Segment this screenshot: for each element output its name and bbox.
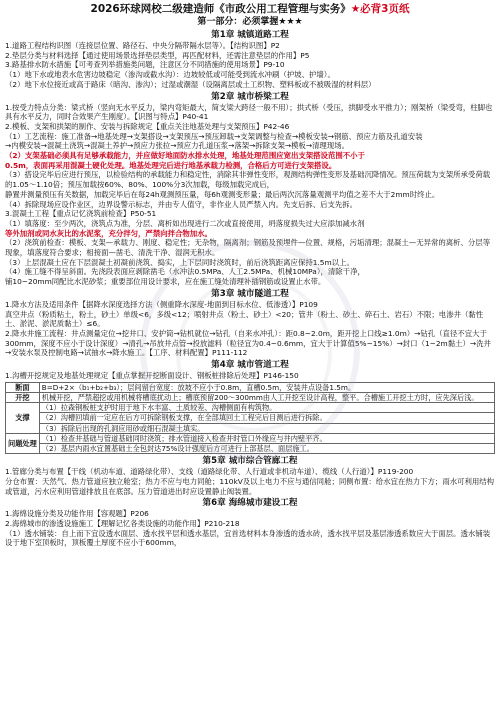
table-row [6,423,495,433]
ch1-line: （1）地下水或地表水危害边坡稳定（渗沟或截水沟）：边坡较低或可能受到流水冲刷（护坡、护墙）。 [5,70,335,80]
ch1-line: 1.道路工程结构识图（连接层位置、路径石、中央分隔带隔水层等）。【结构识图】P2 [5,41,280,50]
ch2-line: （3）上层混凝土应在下层混凝土初凝前浇筑、捣实，上下层同时浇筑时，前后浇筑距离应保持1.5m以上。 [5,257,354,267]
ch5-line: 分仓布置：天然气、热力管道应独立舱室；热力不应与电力同舱；110kV及以上电力不应与通信同舱；同侧布置：给水宜在热力下方；雨水可利用结构或管道，污水应利用管道排放且在底部。压力管道进出时应设置静止阀装置。 [5,476,495,496]
row-header: 支撑 [6,403,40,434]
ch4-intro: 1.沟槽开挖规定及地基处理规定【重点掌握开挖断面设计、钢板桩排除后处理】P146-150 [5,371,299,381]
ch2-line: （3）搭设完毕后应进行预压，以检验结构的承载能力和稳定性，消除其非弹性变形，观测结构弹性变形及基础沉降情况。预压荷载为支架所承受荷载的1.05～1.10倍；预压加载按60%、80%、100%分3次加载，每级加载完成后， [5,170,491,190]
ch2-line: 1.按受力特点分类：梁式桥（竖向无水平反力，梁内弯矩最大，简支梁大跨径一般不用）；拱式桥（受压，拱脚受水平推力）；刚架桥（梁受弯，柱脚也具有水平反力，同时合效果产生刚度）。【识图与特点】P40-41 [5,102,493,122]
ch2-line: （2）浇筑前检查：模板、支架—承载力、刚度、稳定性；无杂物，隔离剂；钢筋及预埋件—位置、规格，污垢清理；混凝土—无异常的离析、分层等现象，填落度符合要求；相接面—凿毛、清洗干净、湿润无积水。 [5,238,491,258]
ch2-line: 等外加剂或同水灰比的水泥浆，充分拌匀，严禁向拌合物加水。 [5,228,212,238]
title-main: 2026环球网校二级建造师《市政公用工程管理与实务》 [90,3,351,15]
row-text: （2）沟槽回填前一定应在后方可拆除钢板支撑，在全部填回土工程完后目测后进行拆除。 [39,413,494,423]
table-row [6,413,495,423]
page-title [5,3,495,16]
ch2-line: 2.模板、支架和拱架的制作、安装与拆除规定【重点关注地基处理与支架预压】P42-46 [5,121,290,131]
ch2-line: 铺10~20mm同配比水泥砂浆；重要部位用设计要求，应在施工缝处清理补插钢筋或设置止水带。 [5,277,326,287]
ch2-line: （1）工艺流程：施工准备→地基处理→支架搭设→支架预压→预压卸载→支架调整与检查→模板安装→钢筋、预应力筋及孔道安装 [5,131,423,141]
ch2-line: 静置并测量预压有关数据，加载完毕后在每24h观测预压量，每6h观测变形量；最后两次沉落量观测平均值之差不大于2mm时终止。 [5,189,440,199]
ch3-line: 1.降水方法及适用条件【据降水深度选择方法（侧重降水深度-地面到目标水位、低渗透）】P109 [5,299,318,309]
table-row [6,403,495,413]
row-text: B=D+2×（b₁+b₂+b₃）；层间留台宽度：放坡不应小于0.8m，直槽0.5m，安装井点设备1.5m。 [39,382,494,392]
row-header: 问题处理 [6,433,40,453]
ch2-line: （4）拆除现场应设作业区，边界设警示标志，并由专人值守，非作业人员严禁入内。先支后拆、后支先拆。 [5,199,358,209]
chapter-3-title: 第3章 城市隧道工程 [211,288,289,299]
chapter-1-title: 第1章 城镇道路工程 [211,30,289,40]
table-row [6,433,495,443]
ch2-line: （1）填落度：至少两次，浇筑点为准，分层、离析如出现进行二次或直接使用，坍落度损失过大应添加减水剂 [5,218,365,228]
ch2-line: （4）施工缝不得呈斜面。先浇段表面应剥除凿毛（水冲法0.5MPa、人工2.5MPa、机械10MPa），清除干净， [5,267,365,277]
ch1-line: （2）地下水位接近或高于路床（暗沟、渗沟）；过湿或潮湿（设隔离层或土工织物、塑料板或不被吸湿的材料层） [5,79,376,89]
part-heading: 第一部分：必须掌握★★★ [197,17,303,27]
chapter-5-title: 第5章 城市综合管廊工程 [202,456,298,467]
ch5-line: 1.管廊分类与布置【干线（机动车道、道路绿化带）、支线（道路绿化带、人行道或非机动车道）、缆线（人行道）】P119-200 [5,467,414,477]
ch1-line: 2.垫层分类与材料选择【通过使用场景选择垫层类型，再匹配材料，还需注意垫层的作用】P5 [5,50,310,60]
chapter-4-title: 第4章 城市管道工程 [211,360,289,371]
table-row [6,382,495,392]
ch6-line: 1.海绵设施分类及功能作用【容观题】P206 [5,509,149,519]
ch2-line: →内模安装→混凝土浇筑→混凝土养护→预应力张拉→预应力孔道压浆→落架→拆除支架→模板→清理现场。 [5,141,349,151]
row-header: 开挖 [6,393,40,403]
ch2-line: 3.混凝土工程【重点记忆浇筑前检查】P50-51 [5,209,157,219]
table-row [6,393,495,403]
ch6-line: （1）透水铺装：自上而下宜设透水面层、透水找平层和透水基层，宜首选材料本身渗透的透水砖，透水找平层及基层渗透系数应大于面层。透水铺装设于地下室顶板时，顶板覆土厚度不应小于600mm， [5,528,491,548]
row-text: （2）基层内雨水宜置基础土全包封达75%设计强度后方可进行上部基层、面层施工。 [39,444,494,454]
row-text: 机械开挖，严禁超挖或用机械将槽底扰动上；槽底预留200～300mm由人工开挖至设计高程，整平。合槽施工开挖土方时，应先深后浅。 [39,393,494,403]
table-row [6,444,495,454]
ch2-line: 0.5m，表面再采用混凝土硬化处理。地基处理完后进行地基承载力检测，合格后方可进行支架搭设。 [5,160,337,170]
row-text: （3）拆除后出现的孔洞应用砂或细石混凝土填实。 [39,423,494,433]
trench-table [5,382,495,454]
ch3-line: 2.降水井施工流程：井点测量定位→挖井口、安护筒→钻机就位→钻孔（自来水冲孔）：距0.8~2.0m，距开挖上口线≥1.0m）→钻孔（直径不宜大于300mm，深度不应小于设计深度）→清孔→吊放井点管→投放滤料（粒径宜为0.4~0.6mm，宜大于计算值5%~15%）→封口（1~2m黏土）→洗井→安装水泵及控制电路→试抽水→降水施工。【工序、材料配置】P111-112 [5,328,491,358]
ch1-line: 3.路基排水防水措施【可考查列举措施类问题，注意区分不同措施的使用场景】P9-10 [5,60,285,70]
chapter-6-title: 第6章 海绵城市建设工程 [202,498,298,509]
ch3-line: 真空井点（粉质粘土，粉土，砂土）单级<6，多级<12；喷射井点（粉土、砂土）<20；管井（粉土、砂土、碎石土、岩石）不限；电渗井（黏性土、淤泥、淤泥质黏土）≤6。 [5,309,484,329]
ch6-line: 2.海绵城市的渗透设施施工【理解记忆各类设施的功能作用】P210-218 [5,519,240,529]
title-star: ★必背3页纸 [350,3,410,15]
row-text: （1）拉森钢板桩支护时用于地下水丰富、土质较差、沟槽侧面有构筑物。 [39,403,494,413]
chapter-2-title: 第2章 城市桥梁工程 [211,91,289,102]
row-header: 断面 [6,382,40,392]
row-text: （1）检查井基础与管道基础同时浇筑；排水管道接入检查井时管口外缘应与井内壁平齐。 [39,433,494,443]
ch2-line: （2）支架基础必须具有足够承载能力，并应做好地面防水排水处理，地基处理范围应宽出支架搭设范围不小于 [5,151,365,161]
